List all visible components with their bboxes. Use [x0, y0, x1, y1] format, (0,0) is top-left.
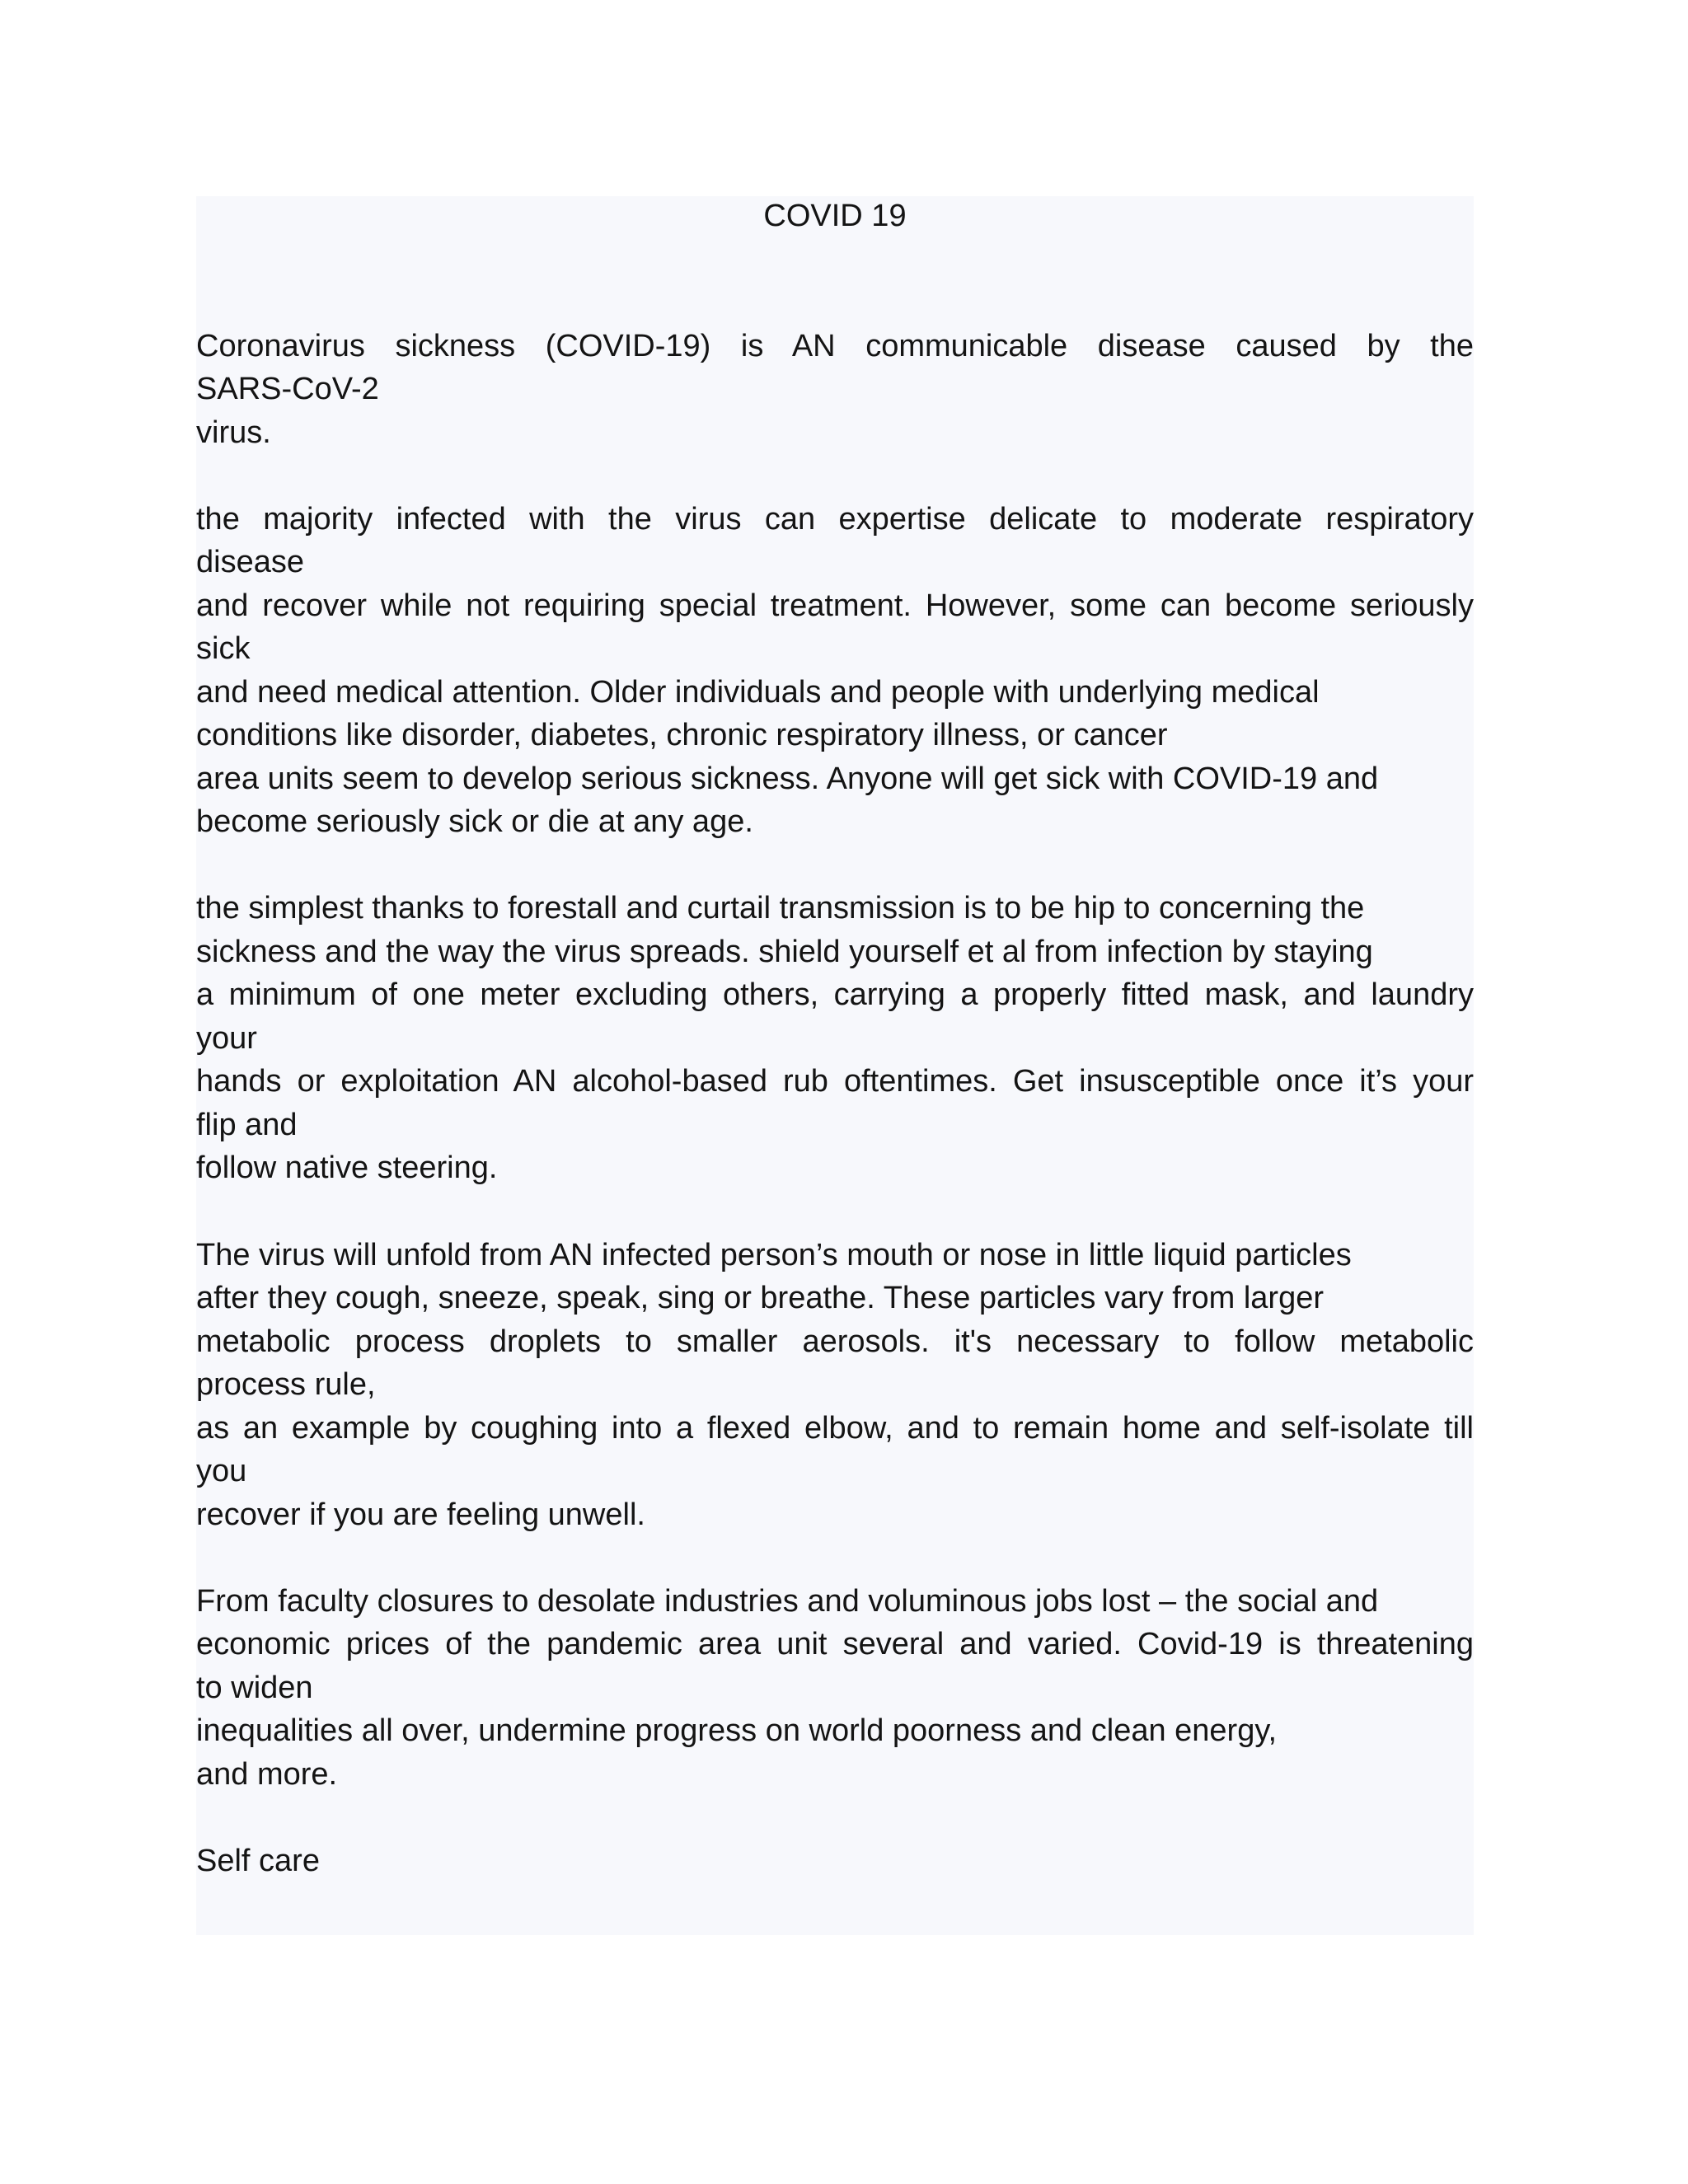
- paragraph-line: metabolic process droplets to smaller aerosols. it's necessary to follow metabolic: [196, 1324, 1474, 1359]
- paragraph-line: flip and: [196, 1108, 298, 1142]
- paragraph-line: and need medical attention. Older individuals and people with underlying medical: [196, 675, 1320, 710]
- paragraph-line: a minimum of one meter excluding others, carrying a properly fitted mask, and laundry: [196, 977, 1474, 1012]
- paragraph-line: to widen: [196, 1671, 313, 1705]
- paragraph-line: sick: [196, 631, 251, 666]
- paragraph-line: virus.: [196, 415, 271, 450]
- paragraph-line: and more.: [196, 1757, 338, 1792]
- paragraph-line: area units seem to develop serious sickness. Anyone will get sick with COVID-19 and: [196, 762, 1379, 796]
- paragraph-line: process rule,: [196, 1367, 376, 1402]
- paragraph-line: as an example by coughing into a flexed elbow, and to remain home and self-isolate till: [196, 1411, 1474, 1446]
- paragraph-line: follow native steering.: [196, 1151, 498, 1185]
- paragraph-line: conditions like disorder, diabetes, chronic respiratory illness, or cancer: [196, 718, 1168, 752]
- paragraph-line: and recover while not requiring special treatment. However, some can become seriously: [196, 588, 1474, 623]
- paragraph-line: after they cough, sneeze, speak, sing or breathe. These particles vary from larger: [196, 1281, 1324, 1315]
- paragraph-line: you: [196, 1454, 247, 1488]
- paragraph-line: From faculty closures to desolate industries and voluminous jobs lost – the social and: [196, 1584, 1379, 1619]
- paragraph-line: Coronavirus sickness (COVID-19) is AN communicable disease caused by the: [196, 329, 1474, 363]
- paragraph-line: your: [196, 1021, 257, 1056]
- section-heading-self-care: Self care: [196, 1844, 320, 1878]
- paragraph-line: sickness and the way the virus spreads. shield yourself et al from infection by staying: [196, 935, 1373, 969]
- paragraph-line: SARS-CoV-2: [196, 372, 379, 406]
- paragraph-line: become seriously sick or die at any age.: [196, 804, 753, 839]
- paragraph-line: The virus will unfold from AN infected person’s mouth or nose in little liquid particles: [196, 1238, 1352, 1272]
- paragraph-line: economic prices of the pandemic area unit several and varied. Covid-19 is threatening: [196, 1627, 1474, 1661]
- paragraph-line: hands or exploitation AN alcohol-based rub oftentimes. Get insusceptible once it’s your: [196, 1064, 1474, 1099]
- paragraph-line: inequalities all over, undermine progress on world poorness and clean energy,: [196, 1713, 1278, 1748]
- document-title: COVID 19: [763, 199, 907, 233]
- paragraph-line: the simplest thanks to forestall and curtail transmission is to be hip to concerning the: [196, 891, 1365, 926]
- paragraph-line: disease: [196, 545, 304, 579]
- paragraph-line: the majority infected with the virus can expertise delicate to moderate respiratory: [196, 502, 1474, 537]
- paragraph-line: recover if you are feeling unwell.: [196, 1497, 645, 1532]
